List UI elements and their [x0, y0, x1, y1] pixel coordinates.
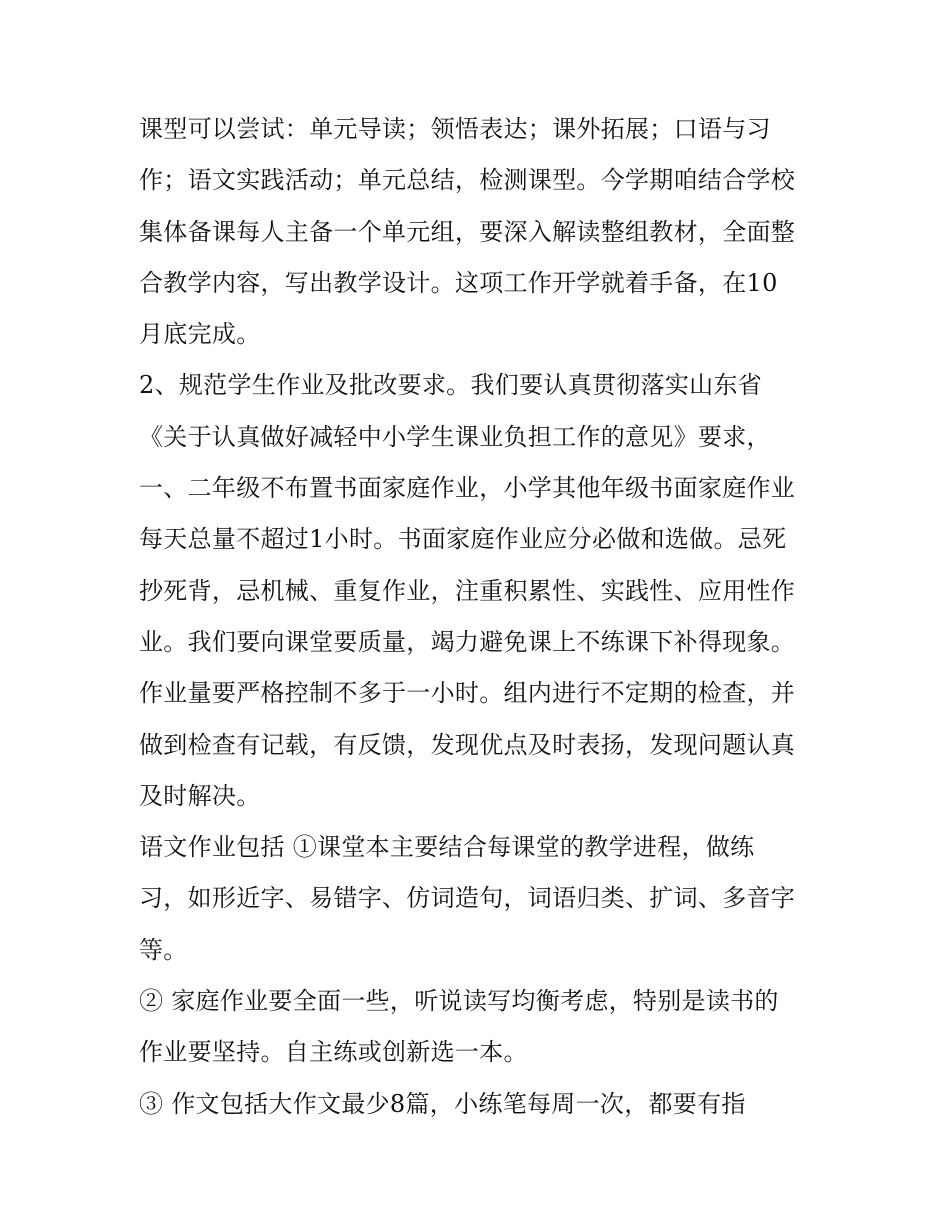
- text-line: 月底完成。: [139, 320, 261, 349]
- text-line: 作业要坚持。自主练或创新选一本。: [139, 1038, 528, 1067]
- text-line: 集体备课每人主备一个单元组，要深入解读整组教材，全面整: [139, 217, 796, 246]
- text-line: 及时解决。: [139, 781, 261, 810]
- text-line: 作业量要严格控制不多于一小时。组内进行不定期的检查，并: [139, 679, 796, 708]
- text-line: 2、规范学生作业及批改要求。我们要认真贯彻落实山东省: [139, 371, 763, 400]
- text-line: 课型可以尝试：单元导读；领悟表达；课外拓展；口语与习: [139, 115, 771, 143]
- text-line: ② 家庭作业要全面一些，听说读写均衡考虑，特别是读书的: [139, 987, 779, 1016]
- text-line: 《关于认真做好减轻中小学生课业负担工作的意见》要求，: [139, 422, 771, 451]
- text-line: 等。: [139, 935, 188, 964]
- text-line: 合教学内容，写出教学设计。这项工作开学就着手备，在10: [139, 268, 778, 297]
- text-line: 习，如形近字、易错字、仿词造句，词语归类、扩词、多音字: [139, 884, 796, 913]
- text-line: 语文作业包括 ①课堂本主要结合每课堂的教学进程，做练: [139, 833, 755, 862]
- text-line: ③ 作文包括大作文最少8篇，小练笔每周一次，都要有指: [139, 1089, 746, 1118]
- text-line: 作；语文实践活动；单元总结，检测课型。今学期咱结合学校: [139, 166, 796, 195]
- text-line: 抄死背，忌机械、重复作业，注重积累性、实践性、应用性作: [139, 576, 796, 605]
- text-line: 业。我们要向课堂要质量，竭力避免课上不练课下补得现象。: [139, 627, 796, 656]
- text-line: 一、二年级不布置书面家庭作业，小学其他年级书面家庭作业: [139, 474, 796, 503]
- text-line: 每天总量不超过1小时。书面家庭作业应分必做和选做。忌死: [139, 525, 787, 554]
- text-line: 做到检查有记载，有反馈，发现优点及时表扬，发现问题认真: [139, 730, 796, 759]
- body-text: [139, 104, 829, 1130]
